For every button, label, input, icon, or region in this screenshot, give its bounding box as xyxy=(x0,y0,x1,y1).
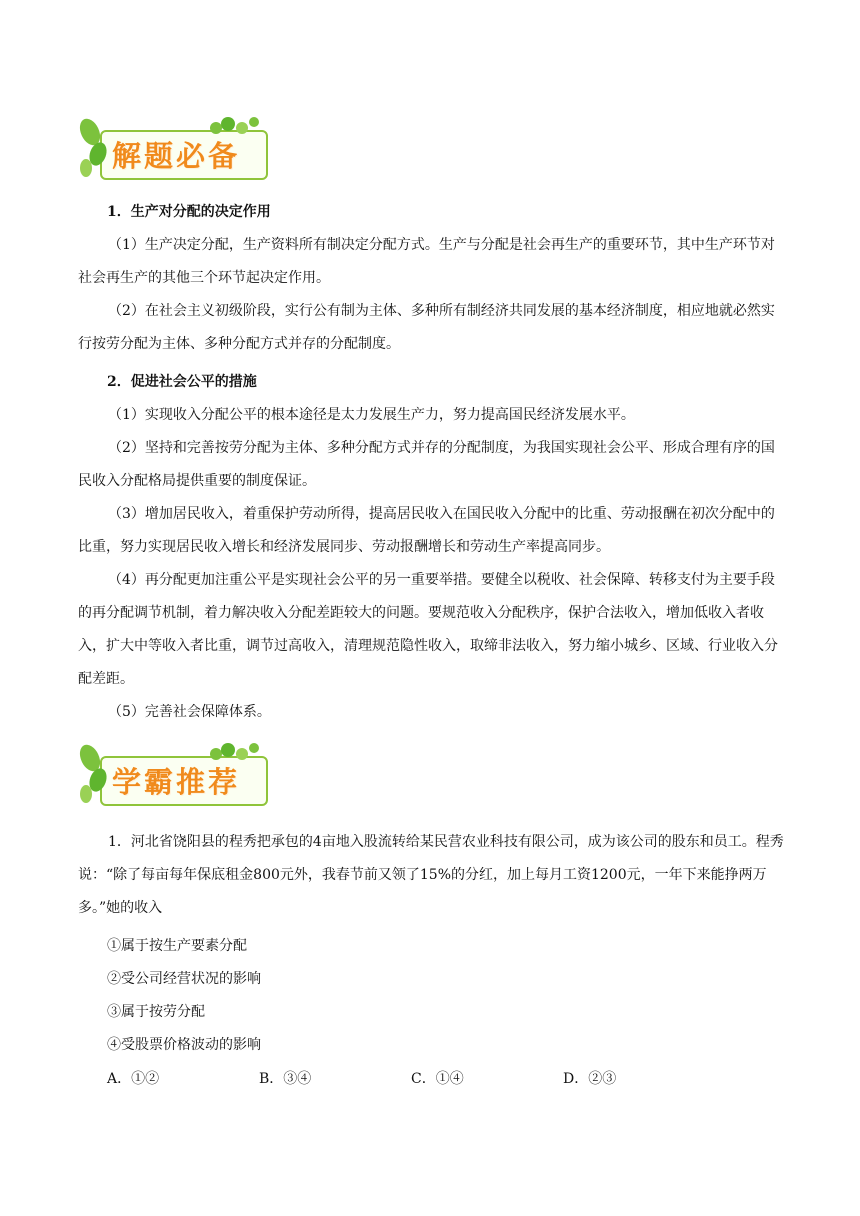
section2-paragraph-2: （2）坚持和完善按劳分配为主体、多种分配方式并存的分配制度，为我国实现社会公平、形成合理有序的国民收入分配格局提供重要的制度保证。 xyxy=(78,440,775,489)
section2-paragraph-4: （4）再分配更加注重公平是实现社会公平的另一重要举措。要健全以税收、社会保障、转移支付为主要手段的再分配调节机制，着力解决收入分配差距较大的问题。要规范收入分配秩序，保护合法收入，增加低收入者收入，扩大中等收入者比重，调节过高收入，清理规范隐性收入，取缔非法收入，努力缩小城乡、区域、行业收入分配差距。 xyxy=(78,572,778,687)
option-b: B．③④ xyxy=(259,1071,312,1087)
section2-heading: 2．促进社会公平的措施 xyxy=(107,374,257,390)
section1-heading: 1．生产对分配的决定作用 xyxy=(107,204,271,220)
statement-1: ①属于按生产要素分配 xyxy=(107,938,247,954)
banner-top-student-recommends xyxy=(76,742,266,808)
statement-3: ③属于按劳分配 xyxy=(107,1004,205,1020)
banner-title: 解题必备 xyxy=(112,139,241,173)
statement-4: ④受股票价格波动的影响 xyxy=(107,1037,261,1053)
banner-title: 学霸推荐 xyxy=(112,765,241,799)
statement-2: ②受公司经营状况的影响 xyxy=(107,971,261,987)
section1-paragraph-2: （2）在社会主义初级阶段，实行公有制为主体、多种所有制经济共同发展的基本经济制度，相应地就必然实行按劳分配为主体、多种分配方式并存的分配制度。 xyxy=(78,303,775,352)
section2-paragraph-1: （1）实现收入分配公平的根本途径是太力发展生产力，努力提高国民经济发展水平。 xyxy=(108,407,635,423)
option-a: A．①② xyxy=(107,1071,160,1087)
option-d: D．②③ xyxy=(563,1071,617,1087)
section2-paragraph-5: （5）完善社会保障体系。 xyxy=(108,704,271,720)
option-c: C．①④ xyxy=(411,1071,464,1087)
section2-paragraph-3: （3）增加居民收入，着重保护劳动所得，提高居民收入在国民收入分配中的比重、劳动报酬在初次分配中的比重，努力实现居民收入增长和经济发展同步、劳动报酬增长和劳动生产率提高同步。 xyxy=(78,506,775,555)
question-stem: 1．河北省饶阳县的程秀把承包的4亩地入股流转给某民营农业科技有限公司，成为该公司的股东和员工。程秀说：“除了每亩每年保底租金800元外，我春节前又领了15%的分红，加上每月工资1200元，一年下来能挣两万多。”她的收入 xyxy=(78,834,784,916)
section1-paragraph-1: （1）生产决定分配，生产资料所有制决定分配方式。生产与分配是社会再生产的重要环节，其中生产环节对社会再生产的其他三个环节起决定作用。 xyxy=(78,237,775,286)
banner-solution-essentials xyxy=(76,116,266,182)
